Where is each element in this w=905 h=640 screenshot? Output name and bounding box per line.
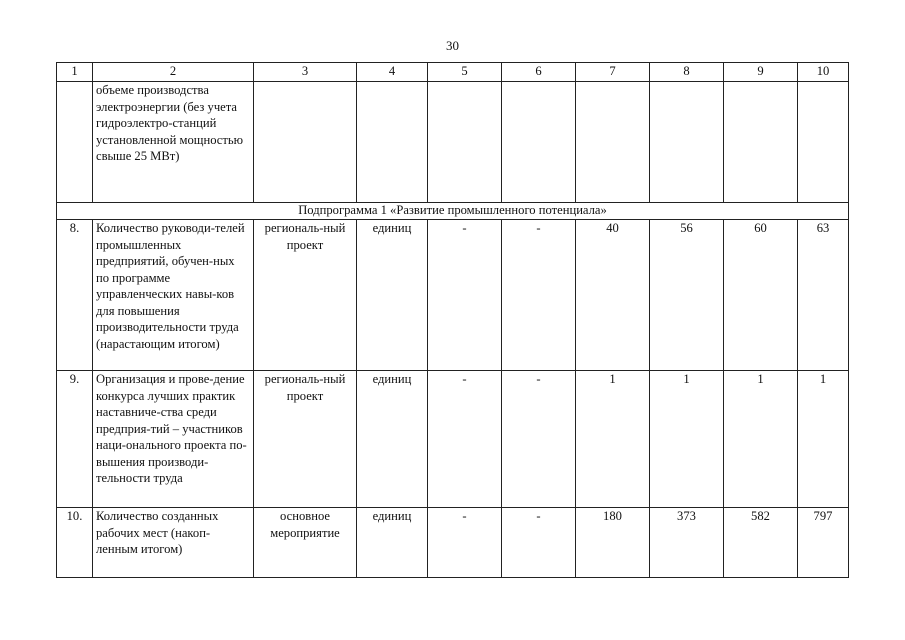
- value-cell-6: -: [502, 371, 576, 508]
- header-cell: 5: [428, 63, 502, 82]
- header-cell: 9: [724, 63, 798, 82]
- header-cell: 3: [254, 63, 357, 82]
- row-number-cell: [57, 82, 93, 203]
- header-cell: 8: [650, 63, 724, 82]
- header-cell: 2: [93, 63, 254, 82]
- header-cell: 4: [357, 63, 428, 82]
- table-row: [57, 371, 849, 508]
- table-row: [57, 220, 849, 371]
- unit-cell: единиц: [357, 508, 428, 578]
- header-cell: 6: [502, 63, 576, 82]
- value-cell-9: 582: [724, 508, 798, 578]
- value-cell-7: 1: [576, 371, 650, 508]
- empty-cell: [357, 82, 428, 203]
- indicator-name-cell: Организация и прове-дение конкурса лучших практик наставниче-ства среди предприя-тий – участников наци-онального проекта по-вышения производи-тельности труда: [93, 371, 254, 508]
- value-cell-5: -: [428, 371, 502, 508]
- value-cell-8: 56: [650, 220, 724, 371]
- empty-cell: [724, 82, 798, 203]
- subprogram-title: Подпрограмма 1 «Развитие промышленного потенциала»: [57, 203, 849, 220]
- value-cell-10: 797: [798, 508, 849, 578]
- empty-cell: [650, 82, 724, 203]
- value-cell-10: 1: [798, 371, 849, 508]
- row-number-cell: 8.: [57, 220, 93, 371]
- page-number: 30: [446, 38, 459, 53]
- indicator-type-cell: региональ-ный проект: [254, 371, 357, 508]
- indicator-name-cell: объеме производства электроэнергии (без учета гидроэлектро-станций установленной мощностью свыше 25 МВт): [93, 82, 254, 203]
- row-number-cell: 10.: [57, 508, 93, 578]
- value-cell-8: 373: [650, 508, 724, 578]
- unit-cell: единиц: [357, 220, 428, 371]
- value-cell-6: -: [502, 508, 576, 578]
- value-cell-5: -: [428, 508, 502, 578]
- header-cell: 10: [798, 63, 849, 82]
- indicator-type-cell: региональ-ный проект: [254, 220, 357, 371]
- value-cell-9: 1: [724, 371, 798, 508]
- table-row: [57, 508, 849, 578]
- value-cell-6: -: [502, 220, 576, 371]
- indicator-name-cell: Количество руководи-телей промышленных предприятий, обучен-ных по программе управленческих навы-ков для повышения производительности труда (нарастающим итогом): [93, 220, 254, 371]
- table-row-continuation: [57, 82, 849, 203]
- empty-cell: [502, 82, 576, 203]
- header-row: [57, 63, 849, 82]
- empty-cell: [798, 82, 849, 203]
- value-cell-9: 60: [724, 220, 798, 371]
- value-cell-7: 40: [576, 220, 650, 371]
- indicators-table: [56, 62, 849, 578]
- value-cell-8: 1: [650, 371, 724, 508]
- empty-cell: [576, 82, 650, 203]
- row-number-cell: 9.: [57, 371, 93, 508]
- subprogram-row: [57, 203, 849, 220]
- empty-cell: [254, 82, 357, 203]
- header-cell: 1: [57, 63, 93, 82]
- value-cell-7: 180: [576, 508, 650, 578]
- empty-cell: [428, 82, 502, 203]
- value-cell-5: -: [428, 220, 502, 371]
- indicator-type-cell: основное мероприятие: [254, 508, 357, 578]
- value-cell-10: 63: [798, 220, 849, 371]
- header-cell: 7: [576, 63, 650, 82]
- indicator-name-cell: Количество созданных рабочих мест (накоп-ленным итогом): [93, 508, 254, 578]
- unit-cell: единиц: [357, 371, 428, 508]
